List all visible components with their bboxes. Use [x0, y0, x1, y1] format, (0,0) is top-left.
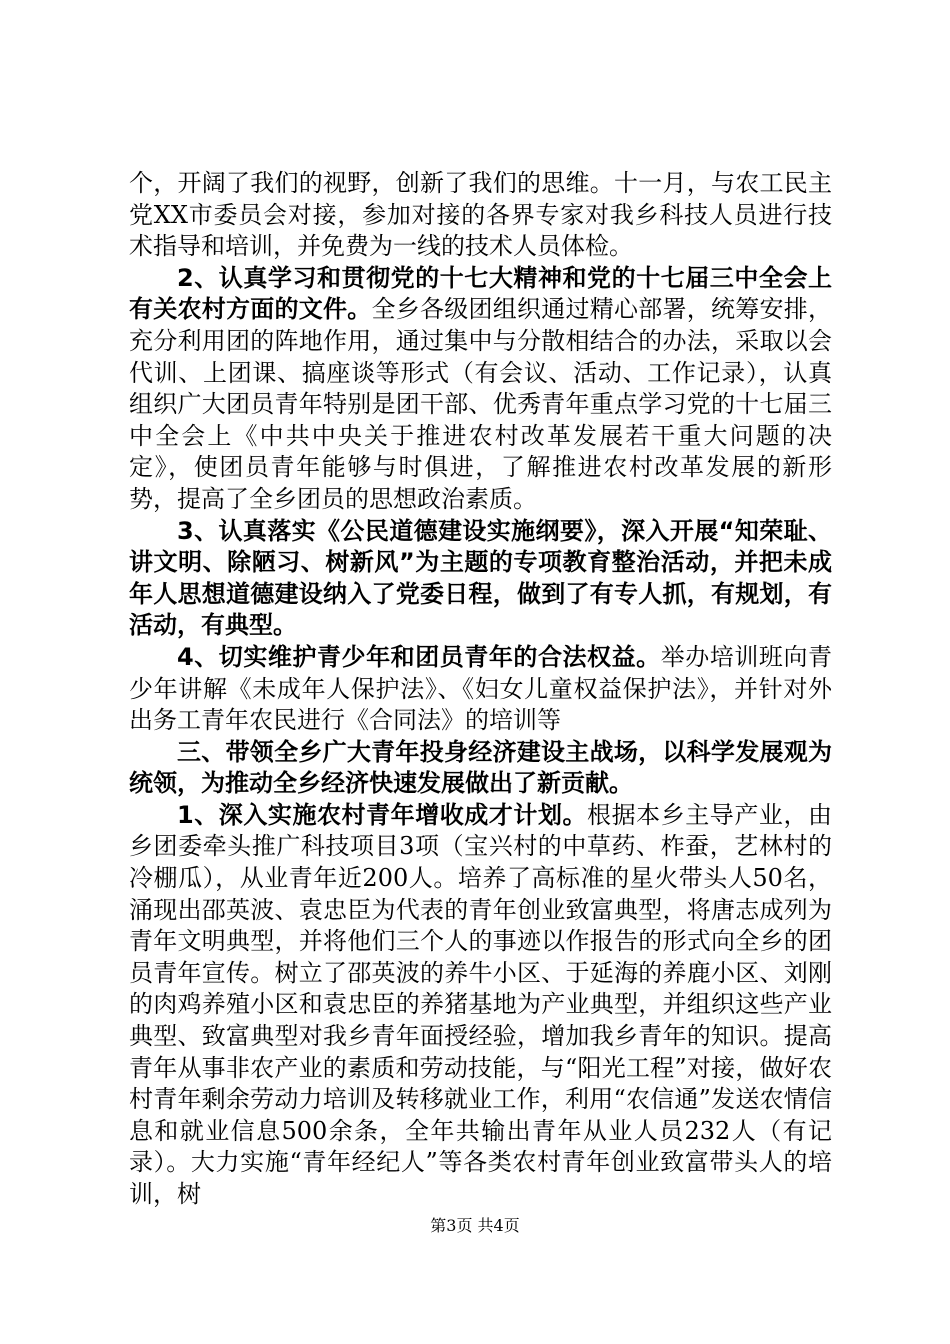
paragraph-4: [129, 737, 832, 800]
paragraph-1: [129, 263, 832, 516]
page-number-footer: 第3页 共4页: [430, 1216, 520, 1235]
document-body: [129, 168, 832, 1211]
paragraph-3-lead: 4、切实维护青少年和团员青年的合法权益。: [177, 642, 661, 671]
paragraph-3-text: 举办培训班向青少年讲解《未成年人保护法》、《妇女儿童权益保护法》，并针对外出务工青年农民进行《合同法》的培训等: [129, 642, 833, 735]
paragraph-0-text: 个，开阔了我们的视野，创新了我们的思维。十一月，与农工民主党XX市委员会对接，参加对接的各界专家对我乡科技人员进行技术指导和培训，并免费为一线的技术人员体检。: [129, 169, 832, 261]
paragraph-2-lead: 3、认真落实《公民道德建设实施纲要》，深入开展“知荣耻、讲文明、除陋习、树新风”为主题的专项教育整治活动，并把未成年人思想道德建设纳入了党委日程，做到了有专人抓，有规划，有活动，有典型。: [129, 516, 832, 640]
paragraph-5-lead: 1、深入实施农村青年增收成才计划。: [177, 800, 588, 829]
paragraph-0: [129, 168, 832, 263]
paragraph-5: [129, 800, 832, 1211]
paragraph-3: [129, 642, 832, 737]
paragraph-4-lead: 三、带领全乡广大青年投身经济建设主战场，以科学发展观为统领，为推动全乡经济快速发展做出了新贡献。: [129, 737, 832, 798]
paragraph-2: [129, 516, 832, 642]
paragraph-5-text: 根据本乡主导产业，由乡团委牵头推广科技项目3项（宝兴村的中草药、柞蚕，艺林村的冷棚瓜），从业青年近200人。培养了高标准的星火带头人50名，涌现出邵英波、袁忠臣为代表的青年创业致富典型，将唐志成列为青年文明典型，并将他们三个人的事迹以作报告的形式向全乡的团员青年宣传。树立了邵英波的养牛小区、于延海的养鹿小区、刘刚的肉鸡养殖小区和袁忠臣的养猪基地为产业典型，并组织这些产业典型、致富典型对我乡青年面授经验，增加我乡青年的知识。提高青年从事非农产业的素质和劳动技能，与“阳光工程”对接，做好农村青年剩余劳动力培训及转移就业工作，利用“农信通”发送农情信息和就业信息500余条，全年共输出青年从业人员232人（有记录）。大力实施“青年经纪人”等各类农村青年创业致富带头人的培训，树: [129, 800, 832, 1208]
paragraph-1-lead: 2、认真学习和贯彻党的十七大精神和党的十七届三中全会上有关农村方面的文件。: [129, 263, 832, 324]
paragraph-1-text: 全乡各级团组织通过精心部署，统筹安排，充分利用团的阵地作用，通过集中与分散相结合的办法，采取以会代训、上团课、搞座谈等形式（有会议、活动、工作记录），认真组织广大团员青年特别是团干部、优秀青年重点学习党的十七届三中全会上《中共中央关于推进农村改革发展若干重大问题的决定》，使团员青年能够与时俱进，了解推进农村改革发展的新形势，提高了全乡团员的思想政治素质。: [129, 295, 832, 513]
